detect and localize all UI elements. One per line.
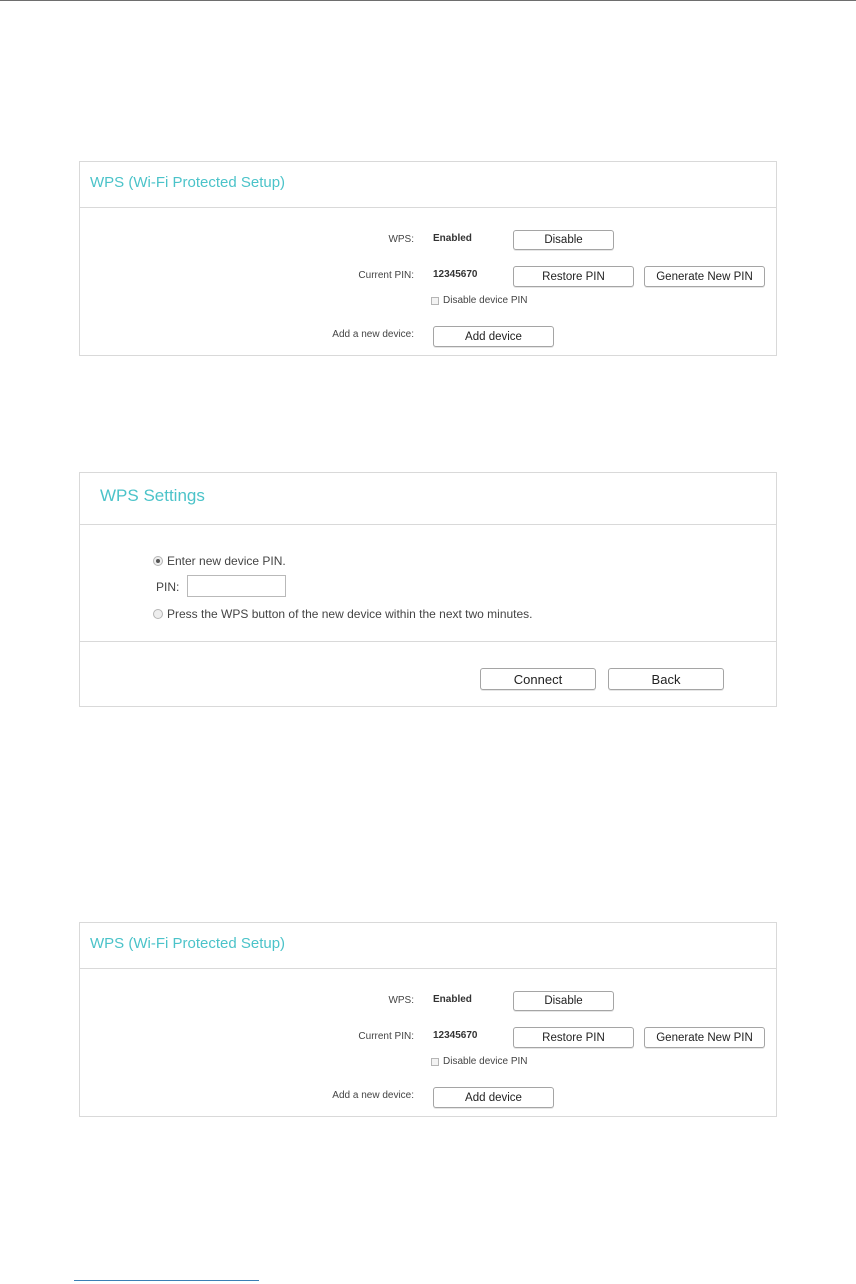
pin-label: PIN:: [156, 580, 180, 594]
wps-panel-title: WPS (Wi-Fi Protected Setup): [90, 935, 286, 952]
wps-status: Enabled: [433, 233, 472, 244]
wps-panel-top: [79, 161, 777, 356]
add-device-button[interactable]: Add device: [433, 1087, 554, 1108]
connect-button[interactable]: Connect: [480, 668, 596, 690]
disable-button[interactable]: Disable: [513, 991, 614, 1011]
back-button[interactable]: Back: [608, 668, 724, 690]
wps-settings-panel: [79, 472, 777, 707]
wps-status: Enabled: [433, 994, 472, 1005]
restore-pin-button[interactable]: Restore PIN: [513, 1027, 634, 1048]
current-pin-value: 12345670: [433, 1030, 478, 1041]
generate-new-pin-button[interactable]: Generate New PIN: [644, 1027, 765, 1048]
add-device-button[interactable]: Add device: [433, 326, 554, 347]
press-wps-button-option[interactable]: [153, 607, 533, 621]
wps-panel-header: [80, 923, 776, 969]
current-pin-label: Current PIN:: [358, 270, 414, 281]
disable-device-pin-option[interactable]: [431, 295, 527, 306]
current-pin-value: 12345670: [433, 269, 478, 280]
disable-device-pin-checkbox[interactable]: [431, 1058, 439, 1066]
wps-panel-title: WPS (Wi-Fi Protected Setup): [90, 174, 286, 191]
enter-pin-label: Enter new device PIN.: [167, 554, 286, 568]
wps-panel-bottom: [79, 922, 777, 1117]
disable-device-pin-checkbox[interactable]: [431, 297, 439, 305]
add-device-label: Add a new device:: [332, 329, 414, 340]
add-device-label: Add a new device:: [332, 1090, 414, 1101]
disable-device-pin-label: Disable device PIN: [443, 295, 528, 306]
wps-settings-divider: [80, 641, 776, 642]
disable-device-pin-label: Disable device PIN: [443, 1056, 528, 1067]
disable-button[interactable]: Disable: [513, 230, 614, 250]
enter-pin-radio[interactable]: [153, 556, 163, 566]
wps-panel-header: [80, 162, 776, 208]
wps-settings-title: WPS Settings: [100, 486, 205, 505]
pin-input[interactable]: [187, 575, 286, 597]
footer-link-underline: [74, 1280, 259, 1281]
restore-pin-button[interactable]: Restore PIN: [513, 266, 634, 287]
generate-new-pin-button[interactable]: Generate New PIN: [644, 266, 765, 287]
wps-settings-header: [80, 473, 776, 525]
wps-label: WPS:: [388, 234, 414, 245]
wps-label: WPS:: [388, 995, 414, 1006]
press-wps-button-radio[interactable]: [153, 609, 163, 619]
top-rule: [0, 0, 856, 1]
press-wps-button-label: Press the WPS button of the new device within the next two minutes.: [167, 607, 533, 621]
current-pin-label: Current PIN:: [358, 1031, 414, 1042]
disable-device-pin-option[interactable]: [431, 1056, 527, 1067]
enter-pin-option[interactable]: [153, 554, 286, 568]
